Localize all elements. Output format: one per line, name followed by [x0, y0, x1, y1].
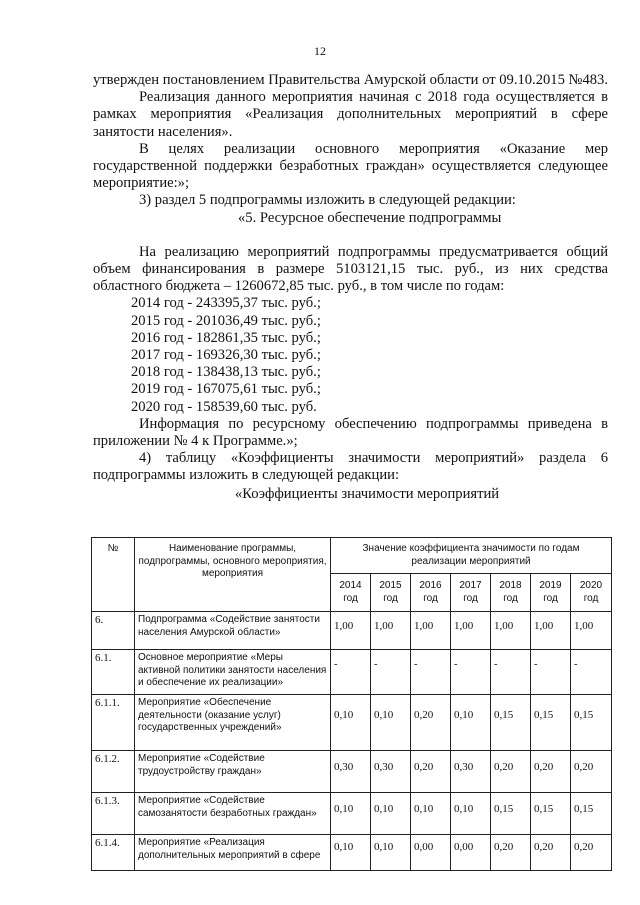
coefficient-value: 0,15	[574, 803, 594, 815]
coefficient-cell	[331, 793, 371, 835]
row-name: Мероприятие «Содействие трудоустройству граждан»	[135, 751, 331, 793]
year-line: 2017 год - 169326,30 тыс. руб.;	[131, 347, 321, 364]
year-line: 2020 год - 158539,60 тыс. руб.	[131, 398, 317, 415]
coefficient-cell	[411, 650, 451, 695]
coefficient-value: -	[534, 658, 538, 670]
header-values-group: Значение коэффициента значимости по годам реализации мероприятий	[331, 538, 612, 574]
document-body	[93, 72, 608, 503]
coefficient-cell	[371, 650, 411, 695]
coefficient-value: 0,10	[454, 709, 474, 721]
page-number: 12	[314, 44, 326, 58]
coefficient-value: -	[334, 658, 338, 670]
coefficient-cell	[571, 793, 612, 835]
header-year: 2020 год	[571, 574, 612, 612]
paragraph-table-instruction: 4) таблицу «Коэффициенты значимости мероприятий» раздела 6 подпрограммы изложить в следующей редакции:	[93, 450, 608, 484]
row-name: Основное мероприятие «Меры активной политики занятости населения и обеспечение их реализации»	[135, 650, 331, 695]
coefficient-cell	[411, 751, 451, 793]
coefficient-cell	[331, 695, 371, 751]
coefficient-cell	[331, 650, 371, 695]
header-year: 2017 год	[451, 574, 491, 612]
coefficient-cell	[571, 695, 612, 751]
year-line: 2014 год - 243395,37 тыс. руб.;	[131, 295, 321, 312]
coefficient-value: 0,20	[414, 761, 434, 773]
row-number: 6.	[92, 612, 135, 650]
coefficient-value: 1,00	[494, 620, 514, 632]
coefficient-value: 0,15	[494, 709, 514, 721]
coefficient-cell	[531, 793, 571, 835]
coefficient-cell	[331, 612, 371, 650]
year-line: 2015 год - 201036,49 тыс. руб.;	[131, 312, 321, 329]
coefficient-cell	[451, 793, 491, 835]
row-name: Мероприятие «Содействие самозанятости безработных граждан»	[135, 793, 331, 835]
section-5-heading: «5. Ресурсное обеспечение подпрограммы	[238, 209, 502, 226]
coefficient-cell	[411, 612, 451, 650]
coefficient-value: 1,00	[414, 620, 434, 632]
coefficient-cell	[531, 835, 571, 871]
coefficient-cell	[571, 835, 612, 871]
header-year: 2019 год	[531, 574, 571, 612]
paragraph-4: 3) раздел 5 подпрограммы изложить в следующей редакции:	[139, 192, 516, 209]
coefficient-cell	[451, 612, 491, 650]
coefficient-value: 0,30	[454, 761, 474, 773]
coefficient-value: 0,00	[454, 841, 474, 853]
paragraph-1: утвержден постановлением Правительства Амурской области от 09.10.2015 №483.	[93, 72, 609, 88]
coefficient-cell	[411, 835, 451, 871]
coefficient-value: 0,10	[334, 803, 354, 815]
coefficient-value: 0,20	[574, 841, 594, 853]
coefficient-value: 0,20	[494, 761, 514, 773]
coefficient-cell	[371, 695, 411, 751]
coefficient-value: 0,10	[454, 803, 474, 815]
paragraph-funding: На реализацию мероприятий подпрограммы предусматривается общий объем финансирования в размере 5103121,15 тыс. руб., из них средства областного бюджета – 1260672,85 тыс. руб., в том числе по годам:	[93, 243, 608, 295]
coefficient-cell	[531, 695, 571, 751]
coefficient-cell	[371, 793, 411, 835]
coefficient-value: 0,20	[574, 761, 594, 773]
coefficient-value: -	[374, 658, 378, 670]
coefficient-cell	[571, 751, 612, 793]
table-row	[92, 835, 612, 871]
coefficient-cell	[451, 835, 491, 871]
coefficient-cell	[491, 751, 531, 793]
coefficient-value: -	[414, 658, 418, 670]
coefficient-cell	[491, 835, 531, 871]
coefficient-value: 0,15	[574, 709, 594, 721]
coefficient-cell	[331, 751, 371, 793]
row-name: Мероприятие «Реализация дополнительных мероприятий в сфере	[135, 835, 331, 871]
coefficient-value: 1,00	[454, 620, 474, 632]
coefficient-cell	[571, 650, 612, 695]
coefficient-value: 0,10	[334, 841, 354, 853]
coefficient-cell	[371, 751, 411, 793]
coefficient-cell	[331, 835, 371, 871]
coefficient-value: 0,20	[534, 761, 554, 773]
row-number: 6.1.	[92, 650, 135, 695]
table-row	[92, 793, 612, 835]
coefficient-cell	[571, 612, 612, 650]
coefficient-value: 0,15	[494, 803, 514, 815]
coefficient-value: 0,10	[374, 803, 394, 815]
row-number: 6.1.4.	[92, 835, 135, 871]
coefficient-value: 0,30	[334, 761, 354, 773]
coefficient-value: 0,00	[414, 841, 434, 853]
row-number: 6.1.2.	[92, 751, 135, 793]
row-number: 6.1.3.	[92, 793, 135, 835]
row-name: Подпрограмма «Содействие занятости населения Амурской области»	[135, 612, 331, 650]
header-year: 2015 год	[371, 574, 411, 612]
paragraph-2: Реализация данного мероприятия начиная с 2018 года осуществляется в рамках мероприятия «Реализация дополнительных мероприятий в сфере занятости населения».	[93, 89, 608, 140]
table-row	[92, 650, 612, 695]
coefficient-value: 1,00	[334, 620, 354, 632]
coefficient-cell	[371, 612, 411, 650]
header-year: 2016 год	[411, 574, 451, 612]
coefficient-value: -	[494, 658, 498, 670]
coefficient-value: 0,20	[534, 841, 554, 853]
coefficient-value: 1,00	[534, 620, 554, 632]
row-name: Мероприятие «Обеспечение деятельности (оказание услуг) государственных учреждений»	[135, 695, 331, 751]
coefficient-value: 0,10	[414, 803, 434, 815]
coefficient-cell	[491, 612, 531, 650]
coefficient-value: 0,10	[334, 709, 354, 721]
coefficient-value: 0,20	[494, 841, 514, 853]
coefficient-cell	[491, 793, 531, 835]
coefficient-cell	[451, 695, 491, 751]
coefficient-cell	[411, 695, 451, 751]
coefficient-cell	[531, 650, 571, 695]
coefficients-table	[91, 537, 612, 871]
coefficient-value: 0,15	[534, 709, 554, 721]
paragraph-info: Информация по ресурсному обеспечению подпрограммы приведена в приложении № 4 к Программе.»;	[93, 415, 608, 450]
header-year: 2014 год	[331, 574, 371, 612]
coefficient-cell	[371, 835, 411, 871]
coefficient-cell	[451, 650, 491, 695]
row-number: 6.1.1.	[92, 695, 135, 751]
year-line: 2016 год - 182861,35 тыс. руб.;	[131, 329, 321, 346]
coefficient-cell	[491, 695, 531, 751]
coefficient-value: 0,30	[374, 761, 394, 773]
coefficient-cell	[411, 793, 451, 835]
coefficient-cell	[491, 650, 531, 695]
header-year: 2018 год	[491, 574, 531, 612]
coefficient-cell	[531, 751, 571, 793]
header-num: №	[92, 538, 135, 612]
coefficient-value: 0,10	[374, 709, 394, 721]
coefficient-value: -	[574, 658, 578, 670]
year-line: 2018 год - 138438,13 тыс. руб.;	[131, 364, 321, 381]
paragraph-3: В целях реализации основного мероприятия «Оказание мер государственной поддержки безработных граждан» осуществляется следующее мероприятие:»;	[93, 140, 608, 192]
coefficient-cell	[531, 612, 571, 650]
table-row	[92, 751, 612, 793]
table-heading: «Коэффициенты значимости мероприятий	[235, 485, 500, 502]
coefficient-value: 1,00	[574, 620, 594, 632]
table-row	[92, 612, 612, 650]
coefficient-cell	[451, 751, 491, 793]
table-row	[92, 695, 612, 751]
header-name: Наименование программы, подпрограммы, основного мероприятия, мероприятия	[135, 538, 331, 612]
coefficient-value: 1,00	[374, 620, 394, 632]
coefficient-value: -	[454, 658, 458, 670]
year-line: 2019 год - 167075,61 тыс. руб.;	[131, 381, 321, 398]
coefficient-value: 0,10	[374, 841, 394, 853]
coefficient-value: 0,20	[414, 709, 434, 721]
coefficient-value: 0,15	[534, 803, 554, 815]
